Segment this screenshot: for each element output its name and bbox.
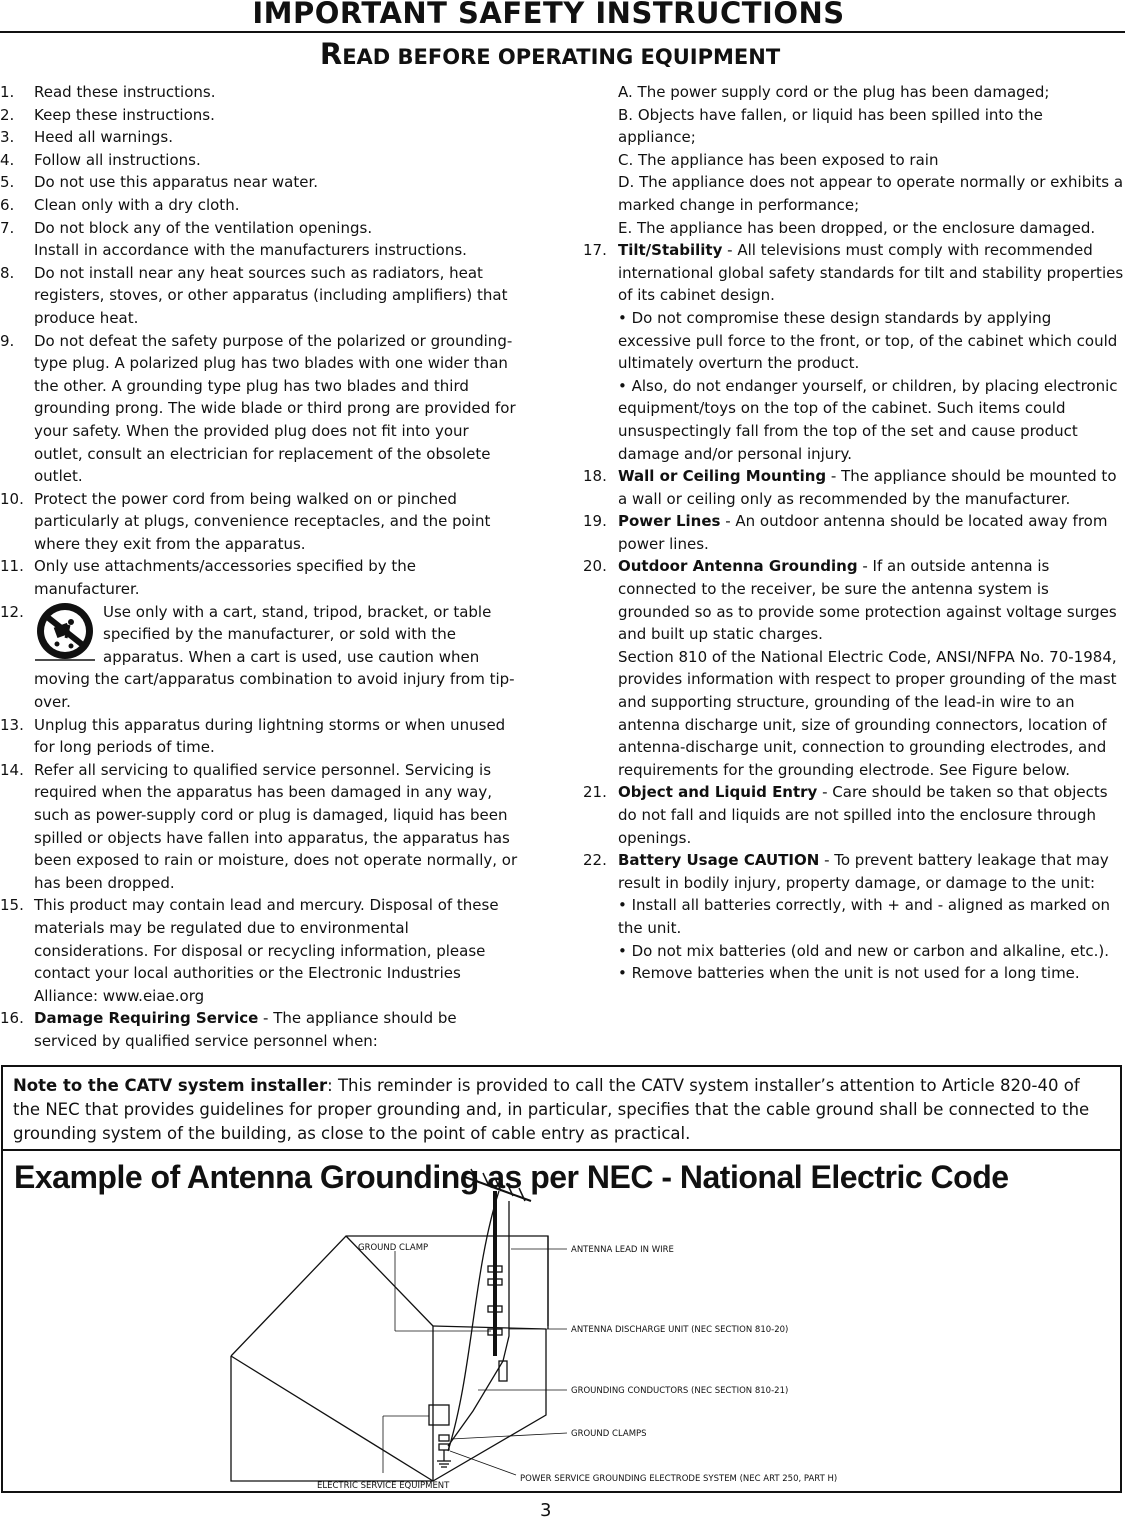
left-column bbox=[0, 81, 522, 1053]
grounding-diagram bbox=[3, 1151, 1124, 1493]
antenna-lead-in-wire bbox=[448, 1201, 509, 1446]
list-item: 21. Object and Liquid Entry - Care should be taken so that objects do not fall and liquids are not spilled into the enclosure through openings. bbox=[583, 783, 1108, 847]
label-antenna-lead: ANTENNA LEAD IN WIRE bbox=[571, 1245, 674, 1255]
label-ground-clamps: GROUND CLAMPS bbox=[571, 1429, 647, 1439]
right-column bbox=[583, 81, 1125, 985]
label-ground-clamp: GROUND CLAMP bbox=[358, 1243, 429, 1253]
leader-ground-clamps bbox=[451, 1433, 567, 1439]
list-item: B. Objects have fallen, or liquid has been spilled into the appliance; bbox=[618, 105, 1043, 147]
subtitle-rest: EAD BEFORE OPERATING EQUIPMENT bbox=[342, 45, 781, 69]
note-heading: Note to the CATV system installer bbox=[13, 1076, 328, 1095]
service-equipment-box bbox=[429, 1405, 449, 1425]
list-item: 16. Damage Requiring Service - The appliance should be serviced by qualified service personnel when: bbox=[0, 1009, 457, 1050]
page-number: 3 bbox=[540, 1500, 552, 1521]
list-item: 6. Clean only with a dry cloth. bbox=[0, 195, 240, 214]
discharge-unit bbox=[499, 1361, 507, 1381]
list-item: 1. Read these instructions. bbox=[0, 83, 216, 101]
list-item: E. The appliance has been dropped, or the enclosure damaged. bbox=[618, 218, 1096, 237]
label-power-service: POWER SERVICE GROUNDING ELECTRODE SYSTEM (NEC ART 250, PART H) bbox=[520, 1474, 838, 1484]
page-subtitle bbox=[0, 37, 1100, 71]
list-item: 20. Outdoor Antenna Grounding - If an outside antenna is connected to the receiver, be sure the antenna system is grounded so as to provide some protection against voltage surges and built up static charges. Section 810 of the National Electric Code, ANSI/NFPA No. 70-1984, provides information with respect to proper grounding of the mast and supporting structure, grounding of the lead-in wire to an antenna discharge unit, size of grounding connectors, location of antenna-discharge unit, connection to grounding electrodes, and requirements for the grounding electrode. See Figure below. bbox=[583, 557, 1117, 779]
list-item: 5. Do not use this apparatus near water. bbox=[0, 173, 319, 192]
house-walls bbox=[231, 1329, 546, 1481]
label-grounding-conductors: GROUNDING CONDUCTORS (NEC SECTION 810-21) bbox=[571, 1386, 789, 1396]
list-item: 9. Do not defeat the safety purpose of the polarized or grounding-type plug. A polarized plug has two blades with one wider than the other. A grounding type plug has two blades and third grounding prong. The wide blade or third prong are provided for your safety. When the provided plug does not fit into your outlet, consult an electrician for replacement of the obsolete outlet. bbox=[0, 331, 516, 486]
page-title: IMPORTANT SAFETY INSTRUCTIONS bbox=[252, 0, 845, 30]
list-item: 8. Do not install near any heat sources such as radiators, heat registers, stoves, or other apparatus (including amplifiers) that produce heat. bbox=[0, 263, 508, 327]
list-item: 22. Battery Usage CAUTION - To prevent battery leakage that may result in bodily injury, property damage, or damage to the unit: • Install all batteries correctly, with + and - aligned as marked on the unit. • Do not mix batteries (old and new or carbon and alkaline, etc.). • Remove batteries when the unit is not used for a long time. bbox=[583, 851, 1111, 983]
label-discharge-unit: ANTENNA DISCHARGE UNIT (NEC SECTION 810-20) bbox=[571, 1325, 789, 1335]
list-item: 10. Protect the power cord from being walked on or pinched particularly at plugs, convenience receptacles, and the point where they exit from the apparatus. bbox=[0, 489, 491, 553]
list-item: 18. Wall or Ceiling Mounting - The appliance should be mounted to a wall or ceiling only as recommended by the manufacturer. bbox=[583, 467, 1117, 508]
antenna-grounding-figure bbox=[1, 1151, 1122, 1493]
list-item: 2. Keep these instructions. bbox=[0, 105, 215, 124]
label-electric-service: ELECTRIC SERVICE EQUIPMENT bbox=[317, 1481, 450, 1491]
list-item: 3. Heed all warnings. bbox=[0, 128, 173, 147]
list-item-cart: 12. Use only with a cart, stand, tripod, bracket, or table specified by the manufacturer, or sold with the apparatus. When a cart is used, use caution when moving the cart/apparatus combination to avoid injury from tip-over. bbox=[0, 601, 522, 714]
antenna-boom bbox=[465, 1177, 531, 1201]
list-item: 15. This product may contain lead and mercury. Disposal of these materials may be regulated due to environmental considerations. For disposal or recycling information, please contact your local authorities or the Electronic Industries Alliance: www.eiae.org bbox=[0, 896, 499, 1005]
list-item: 11. Only use attachments/accessories specified by the manufacturer. bbox=[0, 557, 417, 599]
list-item: 7. Do not block any of the ventilation openings. Install in accordance with the manufacturers instructions. bbox=[0, 218, 467, 260]
cart-tipover-warning-icon bbox=[33, 600, 97, 664]
service-conditions bbox=[583, 81, 1125, 239]
title-divider bbox=[0, 31, 1125, 33]
house-roof bbox=[231, 1236, 548, 1356]
list-item: 13. Unplug this apparatus during lightning storms or when unused for long periods of time. bbox=[0, 715, 506, 757]
figure-title: Example of Antenna Grounding as per NEC - National Electric Code bbox=[14, 1159, 1009, 1195]
leader-power-service bbox=[450, 1451, 516, 1475]
list-item: A. The power supply cord or the plug has been damaged; bbox=[618, 83, 1050, 101]
list-item: 4. Follow all instructions. bbox=[0, 150, 201, 169]
list-item: 19. Power Lines - An outdoor antenna should be located away from power lines. bbox=[583, 512, 1108, 553]
catv-note-box bbox=[1, 1065, 1122, 1151]
subtitle-initial: R bbox=[319, 37, 343, 71]
note-text: : This reminder is provided to call the CATV system installer’s attention to Article 820-40 of the NEC that provides guidelines for proper grounding and, in particular, specifies that the cable ground shall be connected to the grounding system of the building, as close to the point of cable entry as practical. bbox=[13, 1076, 1090, 1143]
list-item: 14. Refer all servicing to qualified service personnel. Servicing is required when the apparatus has been damaged in any way, such as power-supply cord or plug is damaged, liquid has been spilled or objects have fallen into apparatus, the apparatus has been exposed to rain or moisture, does not operate normally, or has been dropped. bbox=[0, 760, 518, 892]
list-item: 17. Tilt/Stability - All televisions must comply with recommended international global safety standards for tilt and stability properties of its cabinet design. • Do not compromise these design standards by applying excessive pull force to the front, or top, of the cabinet which could ultimately overturn the product. • Also, do not endanger yourself, or children, by placing electronic equipment/toys on the top of the cabinet. Such items could unsuspectingly fall from the top of the set and cause product damage and/or personal injury. bbox=[583, 241, 1124, 463]
house-eave bbox=[231, 1356, 433, 1481]
list-item: D. The appliance does not appear to operate normally or exhibits a marked change in performance; bbox=[618, 173, 1124, 214]
list-item: C. The appliance has been exposed to rain bbox=[618, 150, 939, 169]
